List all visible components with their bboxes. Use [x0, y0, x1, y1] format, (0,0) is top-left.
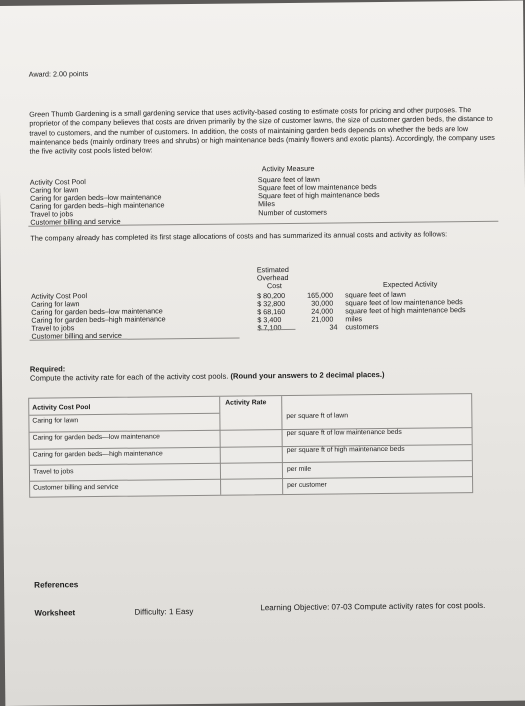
measure-row-lawn: Square feet of lawn [257, 174, 320, 185]
answer-header-pool: Activity Cost Pool [32, 404, 91, 412]
activity-pool-header-2: Activity Cost Pool [31, 291, 88, 301]
t2-qty-low: 30,000 [311, 298, 334, 308]
answer-pool-billing: Customer billing and service [33, 483, 119, 492]
overhead-header: Overhead [256, 272, 289, 283]
activity-rate-answer-table [28, 393, 473, 498]
t2-unit-lawn: square feet of lawn [345, 289, 406, 300]
answer-pool-lawn: Caring for lawn [32, 417, 79, 425]
t2-pool-high: Caring for garden beds–high maintenance [31, 314, 166, 325]
references-heading: References [34, 580, 79, 590]
t2-qty-travel: 21,000 [311, 314, 334, 324]
answer-unit-travel: per mile [286, 465, 312, 474]
pool-row-high: Caring for garden beds–high maintenance [30, 200, 165, 211]
difficulty-label: Difficulty: 1 Easy [134, 607, 194, 617]
pool-row-billing: Customer billing and service [30, 216, 121, 227]
t2-qty-high: 24,000 [311, 306, 334, 316]
activity-pool-header: Activity Cost Pool [29, 177, 86, 187]
measure-row-billing: Number of customers [258, 207, 327, 218]
t2-cost-billing: $ 7,100 [257, 323, 282, 333]
t2-cost-high: $ 68,160 [257, 307, 286, 317]
t2-pool-low: Caring for garden beds–low maintenance [31, 306, 163, 317]
rate-input-travel[interactable] [221, 463, 281, 478]
pool-row-low: Caring for garden beds–low maintenance [30, 192, 162, 203]
t2-unit-billing: customers [345, 322, 379, 332]
t2-qty-billing: 34 [329, 322, 338, 332]
intro-paragraph: Green Thumb Gardening is a small gardening service that uses activity-based costing to estimate costs for pricing and other purposes. The proprietor of the company believes that costs are driven primarily by the size of customer lawns, the size of customer garden beds, the distance to travel to customers, and the number of customers. In addition, the costs of maintaining garden beds depends on whether the beds are low maintenance beds (mainly ordinary trees and shrubs) or high maintenance beds (mainly flowers and exotic plants). Accordingly, the company uses the five activity cost pools listed below: [29, 105, 495, 157]
activity-measure-header: Activity Measure [261, 163, 315, 174]
required-text [30, 370, 385, 383]
pool-row-travel: Travel to jobs [30, 209, 74, 219]
answer-pool-low: Caring for garden beds—low maintenance [32, 433, 160, 442]
worksheet-link[interactable]: Worksheet [34, 608, 76, 618]
t2-qty-lawn: 165,000 [307, 290, 334, 300]
rate-input-lawn[interactable] [220, 413, 280, 428]
award-points: Award: 2.00 points [28, 69, 89, 79]
t2-cost-lawn: $ 80,200 [257, 291, 286, 301]
table2-cost-underline [257, 329, 295, 330]
expected-activity-header: Expected Activity [382, 279, 438, 290]
measure-row-high: Square feet of high maintenance beds [258, 190, 380, 201]
answer-pool-travel: Travel to jobs [32, 468, 74, 476]
answer-unit-high: per square ft of high maintenance beds [286, 445, 405, 455]
required-label: Required: [29, 364, 66, 374]
answer-unit-low: per square ft of low maintenance beds [286, 428, 402, 438]
worksheet-page [0, 1, 525, 706]
pool-row-lawn: Caring for lawn [29, 185, 79, 195]
answer-unit-lawn: per square ft of lawn [286, 412, 349, 421]
answer-pool-high: Caring for garden beds—high maintenance [32, 450, 163, 459]
answer-rule-0 [29, 413, 219, 416]
answer-header-rate: Activity Rate [225, 399, 267, 407]
required-instruction: Compute the activity rate for each of the activity cost pools. [29, 371, 229, 383]
measure-row-travel: Miles [258, 199, 275, 209]
t2-unit-high: square feet of high maintenance beds [345, 305, 466, 316]
rate-input-low[interactable] [221, 430, 281, 445]
t2-cost-low: $ 32,800 [257, 299, 286, 309]
t2-pool-billing: Customer billing and service [31, 330, 122, 341]
cost-header: Cost [266, 281, 282, 291]
t2-unit-travel: miles [345, 314, 363, 324]
t2-cost-travel: $ 3,400 [257, 315, 282, 325]
learning-objective: Learning Objective: 07-03 Compute activity rates for cost pools. [260, 600, 486, 613]
measure-row-low: Square feet of low maintenance beds [257, 182, 377, 193]
t2-unit-low: square feet of low maintenance beds [345, 297, 463, 308]
answer-unit-billing: per customer [287, 481, 327, 490]
rate-input-high[interactable] [221, 447, 281, 462]
required-rounding-note: (Round your answers to 2 decimal places.) [230, 369, 385, 381]
t2-pool-travel: Travel to jobs [31, 323, 75, 333]
rate-input-billing[interactable] [221, 479, 281, 494]
estimated-header: Estimated [256, 264, 289, 275]
t2-pool-lawn: Caring for lawn [31, 299, 80, 309]
summary-paragraph: The company already has completed its first stage allocations of costs and has summarized its annual costs and activity as follows: [30, 229, 448, 243]
